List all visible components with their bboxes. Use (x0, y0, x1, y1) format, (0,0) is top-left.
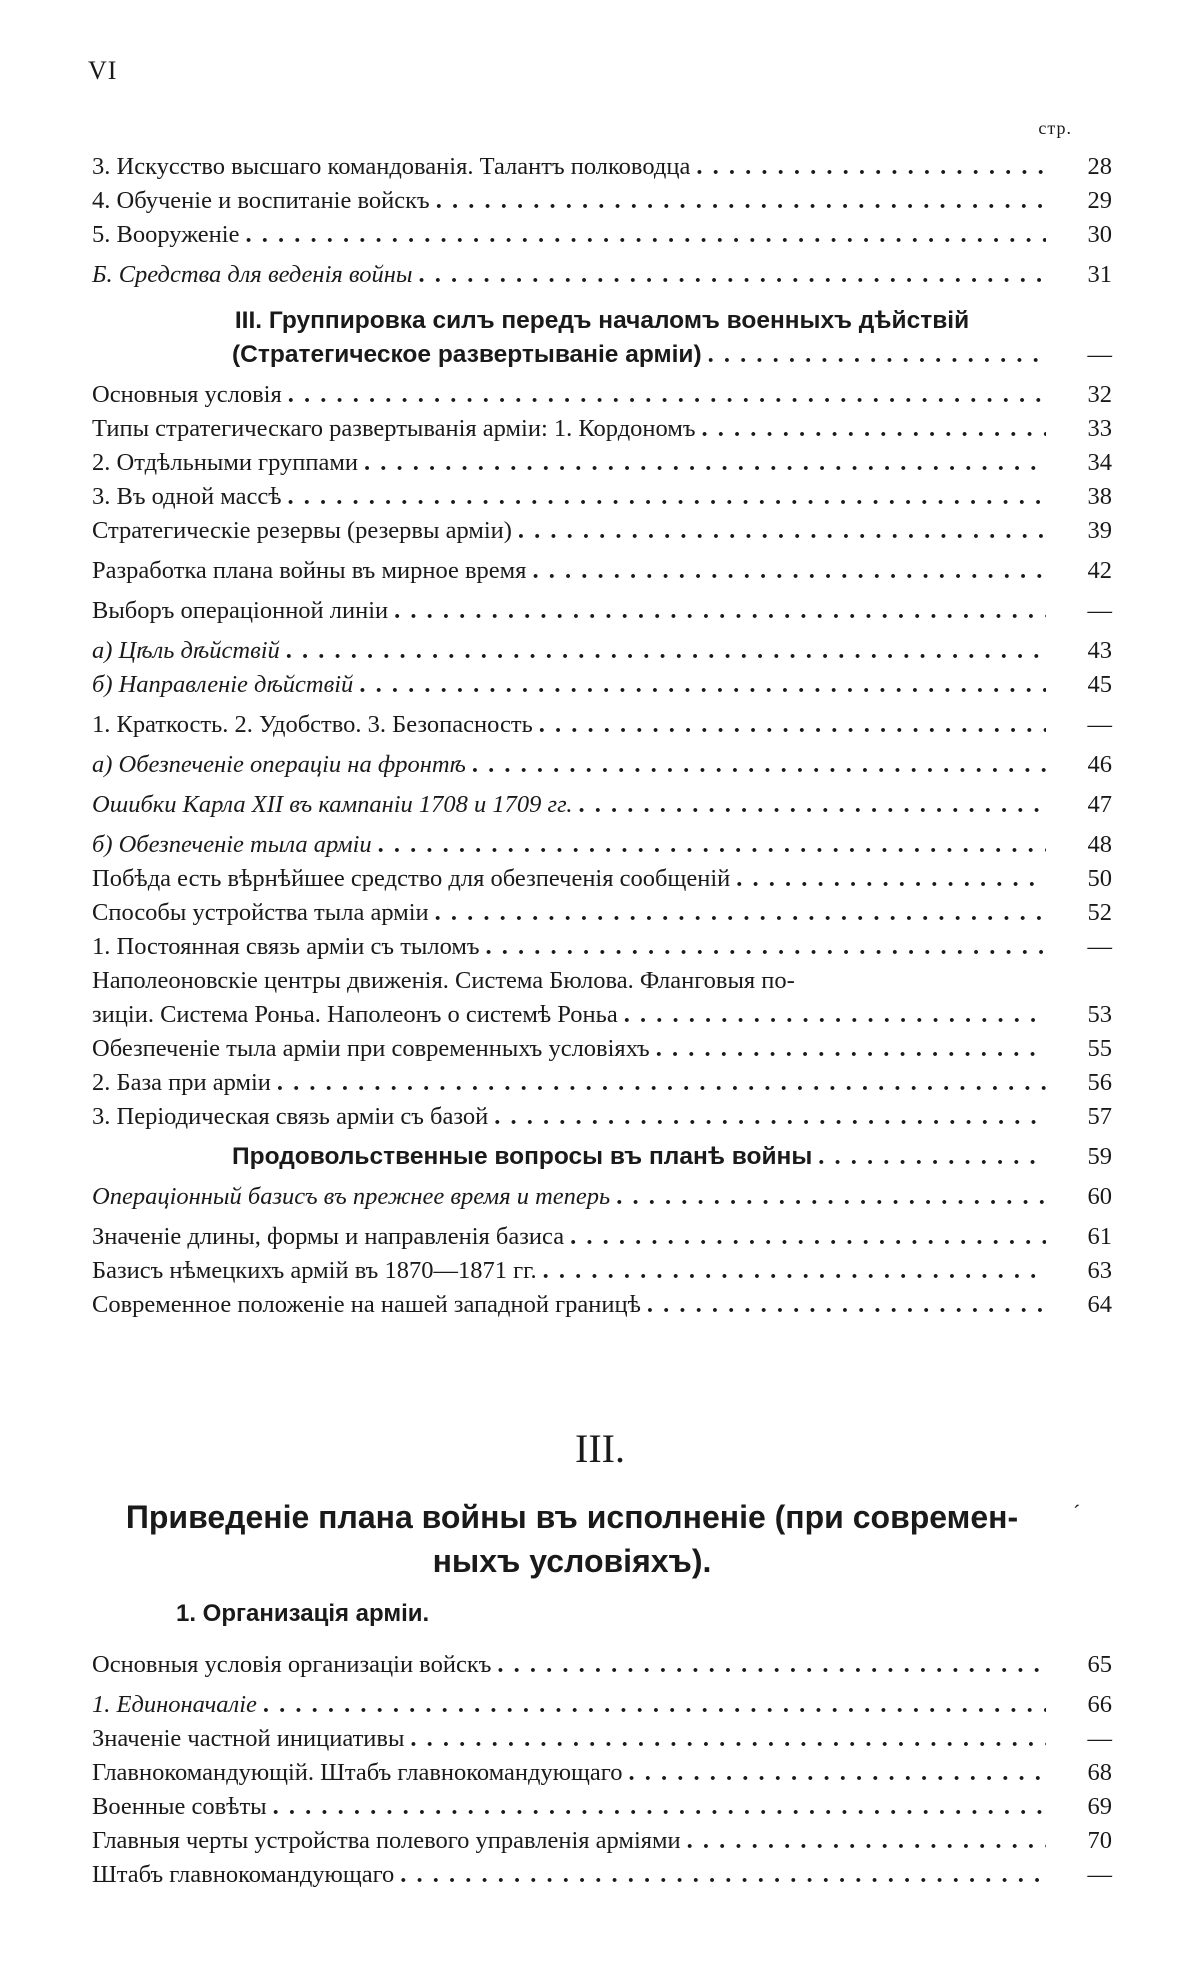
toc-entry-page: 64 (1087, 1291, 1112, 1318)
toc-entry (92, 378, 1112, 412)
toc-entry-title: Способы устройства тыла арміи (92, 899, 429, 926)
toc-entry (92, 1858, 1112, 1892)
toc-entry-title: 3. Въ одной массѣ (92, 483, 282, 510)
toc-entry-title: Продовольственные вопросы въ планѣ войны (232, 1143, 813, 1170)
toc-entry-page: 53 (1087, 1001, 1112, 1028)
toc-leader-dots (288, 480, 1046, 514)
stray-mark: ˊ (1073, 1500, 1081, 1525)
toc-entry (92, 258, 1112, 292)
toc-leader-dots (286, 634, 1046, 668)
toc-leader-dots (494, 1100, 1046, 1134)
toc-entry (92, 668, 1112, 702)
toc-entry-title: Обезпеченіе тыла арміи при современныхъ условіяхъ (92, 1035, 650, 1062)
toc-entry (92, 708, 1112, 742)
toc-entry-page: 42 (1087, 557, 1112, 584)
toc-entry-title: 3. Періодическая связь арміи съ базой (92, 1103, 489, 1130)
toc-entry (92, 862, 1112, 896)
toc-leader-dots (518, 514, 1046, 548)
toc-entry-title: б) Направленіе дѣйствій (92, 671, 354, 698)
toc-entry-title: Выборъ операціонной линіи (92, 597, 389, 624)
toc-entry (92, 480, 1112, 514)
toc-entry (92, 184, 1112, 218)
toc-entry-title: Основныя условія организаціи войскъ (92, 1651, 492, 1678)
toc-leader-dots (578, 788, 1046, 822)
toc-entry-page: 48 (1087, 831, 1112, 858)
toc-entry-page: 45 (1087, 671, 1112, 698)
toc-entry (92, 1180, 1112, 1214)
toc-leader-dots (818, 1140, 1046, 1174)
toc-entry-page: 50 (1087, 865, 1112, 892)
toc-entry-title: Операціонный базисъ въ прежнее время и теперь (92, 1183, 611, 1210)
toc-entry-title: Современное положеніе на нашей западной границѣ (92, 1291, 641, 1318)
toc-leader-dots (696, 150, 1046, 184)
toc-entry-page: — (1087, 597, 1112, 624)
toc-entry-page: 70 (1087, 1827, 1112, 1854)
toc-leader-dots (543, 1254, 1046, 1288)
toc-entry-title: Главныя черты устройства полевого управленія арміями (92, 1827, 681, 1854)
toc-entry (92, 1254, 1112, 1288)
toc-leader-dots (616, 1180, 1046, 1214)
toc-leader-dots (436, 184, 1046, 218)
toc-entry-page: 55 (1087, 1035, 1112, 1062)
toc-entry (92, 1140, 1112, 1174)
toc-entry-title: 2. Отдѣльными группами (92, 449, 358, 476)
toc-entry-page: 60 (1087, 1183, 1112, 1210)
toc-leader-dots (486, 930, 1046, 964)
toc-entry (92, 1688, 1112, 1722)
toc-entry-title: Разработка плана войны въ мирное время (92, 557, 527, 584)
toc-entry-title: Значеніе частной инициативы (92, 1725, 405, 1752)
toc-entry-page: 59 (1087, 1143, 1112, 1170)
toc-entry (92, 1066, 1112, 1100)
toc-leader-dots (472, 748, 1046, 782)
toc-entry (92, 634, 1112, 668)
toc-entry-title: (Стратегическое развертываніе арміи) (232, 341, 702, 368)
toc-entry-line: Наполеоновскіе центры движенія. Система Бюлова. Фланговыя по- (92, 967, 795, 994)
toc-entry (92, 412, 1112, 446)
toc-entry-page: 34 (1087, 449, 1112, 476)
section-title-line-1: Приведеніе плана войны въ исполненіе (при современ- (125, 1499, 1019, 1535)
toc-entry-page: 69 (1087, 1793, 1112, 1820)
subsection-title: 1. Организація арміи. (176, 1600, 430, 1627)
section-title (92, 1495, 1052, 1583)
toc-entry (92, 1220, 1112, 1254)
toc-entry (92, 930, 1112, 964)
toc-entry (92, 788, 1112, 822)
toc-entry (92, 594, 1112, 628)
toc-entry (92, 998, 1112, 1032)
toc-leader-dots (359, 668, 1046, 702)
toc-entry-title: Главнокомандующій. Штабъ главнокомандующаго (92, 1759, 623, 1786)
toc-leader-dots (277, 1066, 1046, 1100)
toc-entry (92, 1722, 1112, 1756)
toc-entry-page: — (1087, 933, 1112, 960)
toc-entry-title: Штабъ главнокомандующаго (92, 1861, 395, 1888)
toc-entry (92, 748, 1112, 782)
toc-entry-page: 61 (1087, 1223, 1112, 1250)
toc-entry-page: 52 (1087, 899, 1112, 926)
toc-entry (92, 1288, 1112, 1322)
toc-entry-page: 47 (1087, 791, 1112, 818)
toc-entry (92, 1756, 1112, 1790)
section-number: III. (575, 1426, 625, 1471)
toc-entry (92, 1824, 1112, 1858)
toc-entry (92, 150, 1112, 184)
toc-entry-title: 1. Единоначаліе (92, 1691, 257, 1718)
toc-entry-title: 5. Вооруженіе (92, 221, 240, 248)
toc-entry-title: 1. Краткость. 2. Удобство. 3. Безопасность (92, 711, 533, 738)
toc-entry-title: Базисъ нѣмецкихъ армій въ 1870—1871 гг. (92, 1257, 537, 1284)
toc-entry-page: 66 (1087, 1691, 1112, 1718)
toc-entry-page: — (1087, 1861, 1112, 1888)
toc-entry-title: а) Цѣль дѣйствій (92, 637, 280, 664)
toc-entry (92, 514, 1112, 548)
toc-leader-dots (628, 1756, 1046, 1790)
page-number: VI (88, 56, 118, 85)
toc-entry-page: 46 (1087, 751, 1112, 778)
toc-entry-title: 3. Искусство высшаго командованія. Талантъ полководца (92, 153, 691, 180)
toc-leader-dots (702, 412, 1047, 446)
toc-leader-dots (410, 1722, 1046, 1756)
toc-entry-page: 28 (1087, 153, 1112, 180)
toc-leader-dots (288, 378, 1046, 412)
toc-leader-dots (378, 828, 1046, 862)
toc-entry-title: Побѣда есть вѣрнѣйшее средство для обезпеченія сообщеній (92, 865, 731, 892)
toc-entry-page: — (1087, 341, 1112, 368)
toc-entry-page: 31 (1087, 261, 1112, 288)
toc-heading: III. Группировка силъ передъ началомъ военныхъ дѣйствій (234, 307, 970, 334)
toc-entry-page: 68 (1087, 1759, 1112, 1786)
toc-entry-title: Типы стратегическаго развертыванія арміи: 1. Кордономъ (92, 415, 696, 442)
page-column-header: стр. (1038, 118, 1072, 138)
toc-entry-page: — (1087, 711, 1112, 738)
toc-leader-dots (435, 896, 1046, 930)
toc-leader-dots (400, 1858, 1046, 1892)
toc-entry-page: 39 (1087, 517, 1112, 544)
toc-leader-dots (532, 554, 1046, 588)
toc-entry-page: 65 (1087, 1651, 1112, 1678)
toc-entry (92, 896, 1112, 930)
toc-entry-page: 63 (1087, 1257, 1112, 1284)
toc-entry (92, 218, 1112, 252)
toc-entry (92, 1648, 1112, 1682)
toc-entry (92, 1032, 1112, 1066)
toc-leader-dots (263, 1688, 1046, 1722)
toc-entry-title: зиціи. Система Роньа. Наполеонъ о системѣ Роньа (92, 1001, 618, 1028)
toc-leader-dots (656, 1032, 1046, 1066)
toc-leader-dots (245, 218, 1046, 252)
toc-entry (92, 1790, 1112, 1824)
toc-entry-page: 30 (1087, 221, 1112, 248)
toc-entry-page: 32 (1087, 381, 1112, 408)
toc-leader-dots (736, 862, 1046, 896)
toc-leader-dots (570, 1220, 1046, 1254)
toc-entry (92, 828, 1112, 862)
toc-entry-title: 1. Постоянная связь арміи съ тыломъ (92, 933, 480, 960)
toc-entry (92, 1100, 1112, 1134)
toc-leader-dots (624, 998, 1046, 1032)
toc-leader-dots (708, 338, 1046, 372)
toc-entry-page: 38 (1087, 483, 1112, 510)
toc-entry-page: 43 (1087, 637, 1112, 664)
toc-entry (92, 554, 1112, 588)
toc-entry-title: 2. База при арміи (92, 1069, 271, 1096)
toc-entry-page: 57 (1087, 1103, 1112, 1130)
table-of-contents-top (92, 150, 1112, 1322)
toc-entry-title: а) Обезпеченіе операціи на фронтѣ (92, 751, 466, 778)
toc-leader-dots (497, 1648, 1046, 1682)
toc-leader-dots (273, 1790, 1046, 1824)
toc-entry-title: б) Обезпеченіе тыла арміи (92, 831, 372, 858)
toc-entry-title: Значеніе длины, формы и направленія базиса (92, 1223, 565, 1250)
toc-entry-title: Военные совѣты (92, 1793, 267, 1820)
toc-leader-dots (687, 1824, 1046, 1858)
toc-leader-dots (539, 708, 1046, 742)
toc-leader-dots (647, 1288, 1046, 1322)
toc-entry-title: 4. Обученіе и воспитаніе войскъ (92, 187, 430, 214)
table-of-contents-bottom (92, 1648, 1112, 1892)
toc-entry-title: Стратегическіе резервы (резервы арміи) (92, 517, 512, 544)
toc-entry-title: Б. Средства для веденія войны (92, 261, 413, 288)
toc-entry (92, 338, 1112, 372)
toc-entry-page: — (1087, 1725, 1112, 1752)
toc-entry-page: 56 (1087, 1069, 1112, 1096)
toc-entry-page: 33 (1087, 415, 1112, 442)
section-title-line-2: ныхъ условіяхъ). (432, 1543, 712, 1579)
toc-entry-page: 29 (1087, 187, 1112, 214)
toc-entry (92, 446, 1112, 480)
toc-leader-dots (394, 594, 1046, 628)
toc-entry-title: Основныя условія (92, 381, 282, 408)
toc-entry-title: Ошибки Карла XII въ кампаніи 1708 и 1709 гг. (92, 791, 573, 818)
toc-leader-dots (364, 446, 1046, 480)
toc-leader-dots (418, 258, 1046, 292)
